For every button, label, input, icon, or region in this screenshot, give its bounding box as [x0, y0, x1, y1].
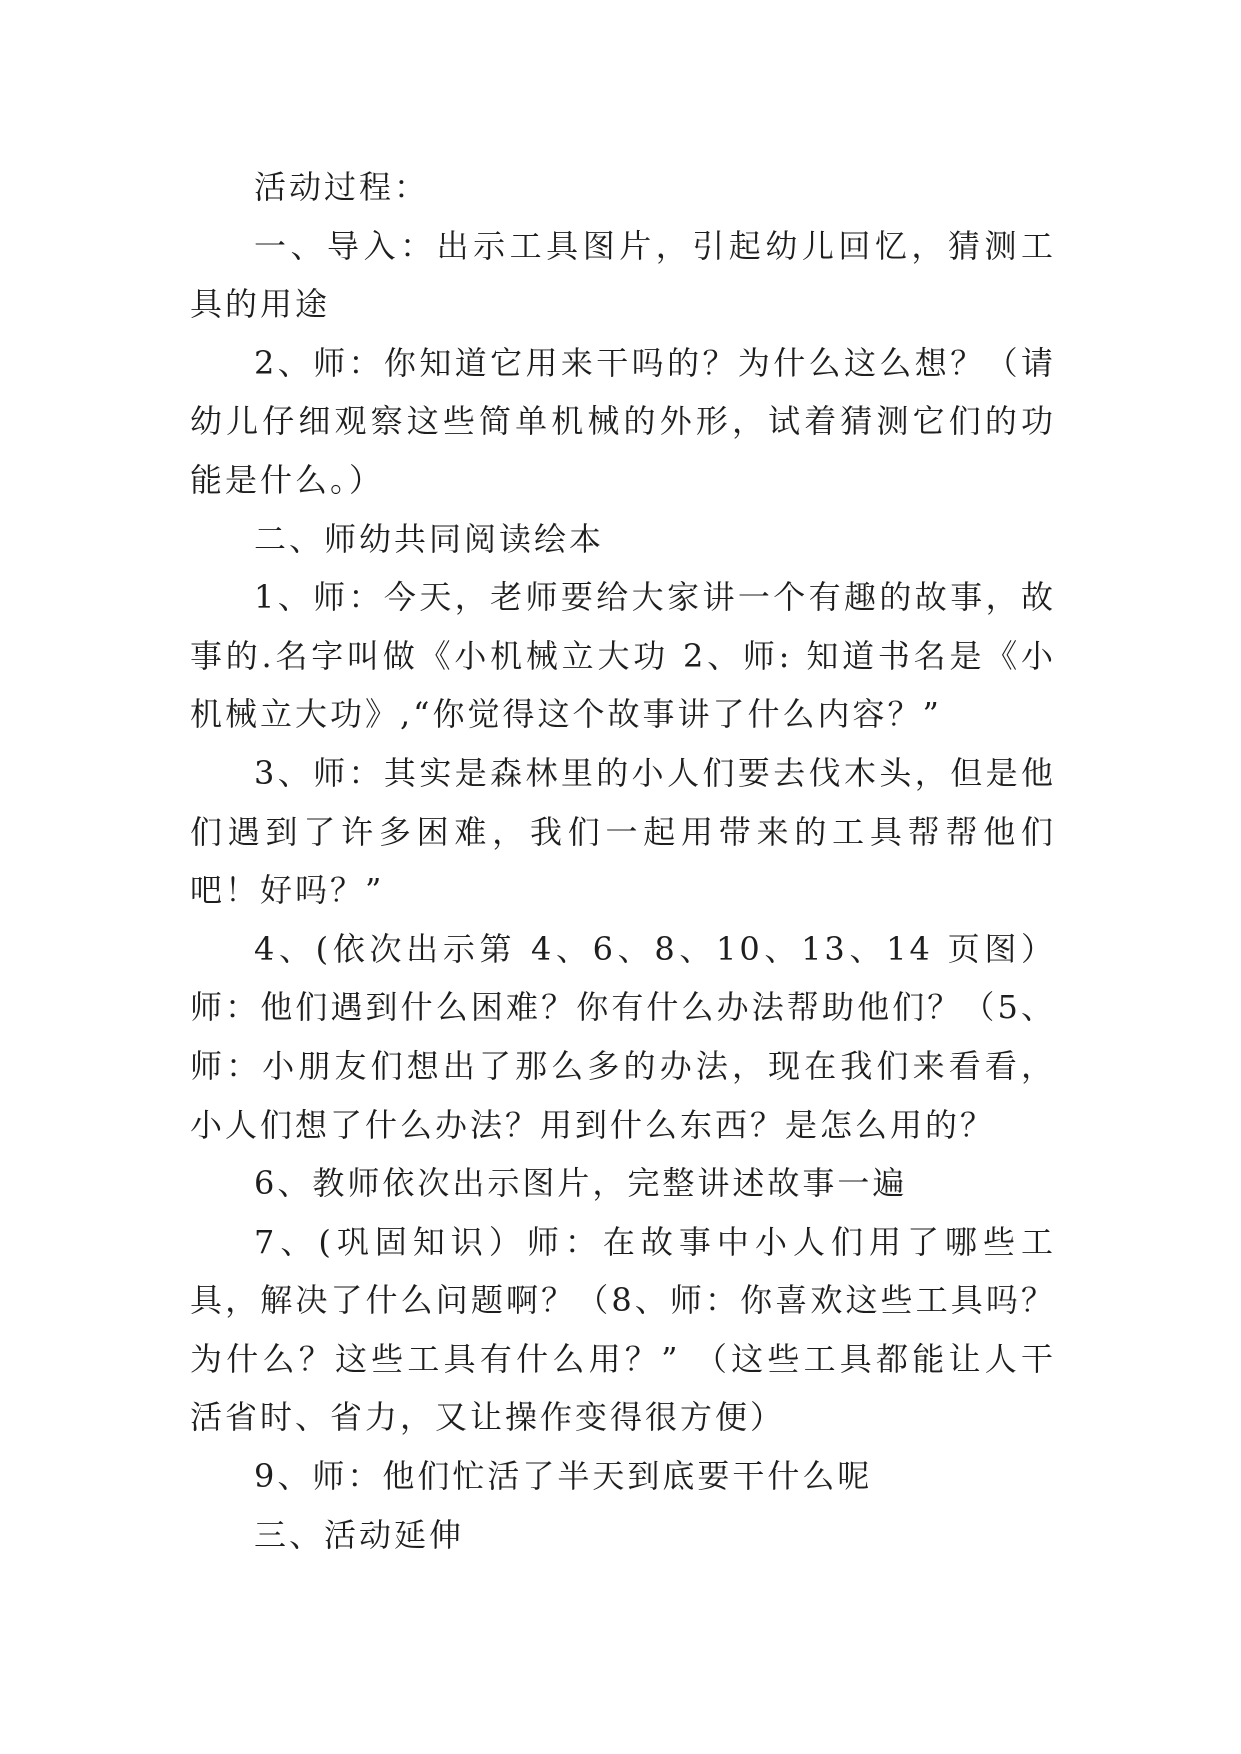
paragraph-step-7: 7、(巩固知识）师：在故事中小人们用了哪些工具，解决了什么问题啊？（8、师：你喜欢这些工具吗？为什么？这些工具有什么用？” （这些工具都能让人干活省时、省力，又让操作变得很方便）	[190, 1222, 1056, 1437]
paragraph-step-9: 9、师：他们忙活了半天到底要干什么呢	[254, 1457, 873, 1496]
paragraph-step-4: 4、(依次出示第 4、6、8、10、13、14 页图）师：他们遇到什么困难？你有什么办法帮助他们？（5、师：小朋友们想出了那么多的办法，现在我们来看看，小人们想了什么办法？用到什么东西？是怎么用的？	[190, 929, 1056, 1144]
document-body	[190, 158, 1056, 1564]
paragraph-step-1: 1、师：今天，老师要给大家讲一个有趣的故事，故事的.名字叫做《小机械立大功 2、师: 知道书名是《小机械立大功》,“你觉得这个故事讲了什么内容？”	[190, 578, 1056, 734]
paragraph-section-3: 三、活动延伸	[254, 1515, 465, 1554]
paragraph-step-6: 6、教师依次出示图片，完整讲述故事一遍	[254, 1164, 908, 1203]
paragraph-step-3: 3、师：其实是森林里的小人们要去伐木头，但是他们遇到了许多困难，我们一起用带来的工具帮帮他们吧！好吗？”	[190, 753, 1056, 910]
paragraph-section-2: 二、师幼共同阅读绘本	[254, 519, 605, 558]
paragraph-step-2: 2、师：你知道它用来干吗的？为什么这么想？（请幼儿仔细观察这些简单机械的外形，试着猜测它们的功能是什么。）	[190, 343, 1056, 499]
paragraph-activity-process: 活动过程：	[254, 168, 430, 206]
paragraph-intro: 一、导入：出示工具图片，引起幼儿回忆，猜测工具的用途	[190, 226, 1056, 324]
